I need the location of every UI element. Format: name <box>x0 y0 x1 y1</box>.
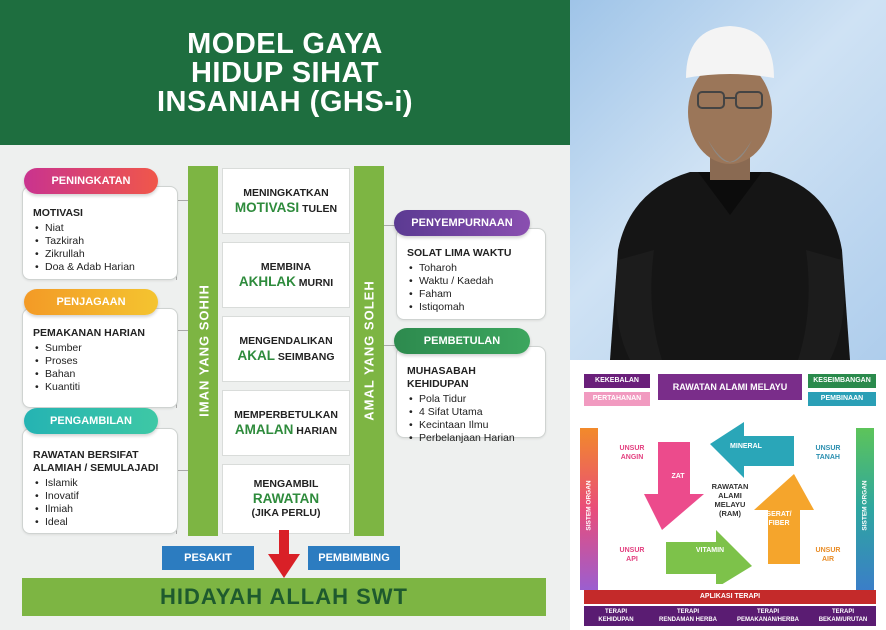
list-item: • Toharoh <box>419 262 535 275</box>
sistem-organ-label-left: SISTEM ORGAN <box>585 480 593 531</box>
mineral-label: MINERAL <box>730 443 762 450</box>
card-heading: RAWATAN BERSIFAT ALAMIAH / SEMULAJADI <box>33 449 159 474</box>
list-item: • 4 Sifat Utama <box>419 406 535 419</box>
center-box-amalan <box>222 390 350 456</box>
pill-penjagaan: PENJAGAAN <box>24 289 158 315</box>
center-box-top: MENGENDALIKAN <box>239 334 333 347</box>
ram-center-line: ALAMI <box>718 491 742 500</box>
tag-pertahanan: PERTAHANAN <box>584 392 650 406</box>
list-item: • Zikrullah <box>45 248 167 261</box>
ram-center-label <box>700 482 760 518</box>
list-item: • Sumber <box>45 342 167 355</box>
zat-label: ZAT <box>671 473 685 480</box>
card-heading: PEMAKANAN HARIAN <box>33 327 145 339</box>
poster-title-banner <box>0 0 570 145</box>
item-list <box>33 222 167 274</box>
unsur-air-label: UNSUR AIR <box>815 547 841 563</box>
center-box-motivasi <box>222 168 350 234</box>
center-box-rest: HARIAN <box>296 424 338 437</box>
hidayah-allah-bar: HIDAYAH ALLAH SWT <box>22 578 546 616</box>
pill-pembetulan: PEMBETULAN <box>394 328 530 354</box>
terapi-b: PEMAKANAN/HERBA <box>736 617 799 623</box>
bar-label-right: AMAL YANG SOLEH <box>361 280 377 421</box>
bar-label-left: IMAN YANG SOHIH <box>196 284 212 417</box>
title-line-1: MODEL GAYA <box>187 28 383 60</box>
item-list <box>407 262 535 314</box>
list-item: • Inovatif <box>45 490 167 503</box>
info-card-pengambilan <box>22 428 178 534</box>
center-box-rest: MURNI <box>298 276 334 289</box>
ram-title: RAWATAN ALAMI MELAYU <box>658 374 802 400</box>
center-box-rawatan <box>222 464 350 534</box>
item-list <box>33 342 167 394</box>
terapi-a: TERAPI <box>676 609 699 615</box>
terapi-b: KEHIDUPAN <box>598 617 634 623</box>
list-item: • Faham <box>419 288 535 301</box>
item-list <box>33 477 167 529</box>
terapi-a: TERAPI <box>756 609 779 615</box>
aplikasi-terapi-bar: APLIKASI TERAPI <box>584 590 876 604</box>
info-card-penyempurnaan <box>396 228 546 320</box>
list-item: • Bahan <box>45 368 167 381</box>
ram-center-line: MELAYU <box>714 500 746 509</box>
pesakit-label: PESAKIT <box>162 546 254 570</box>
center-box-akal <box>222 316 350 382</box>
title-line-3: INSANIAH (GHS-i) <box>156 86 414 118</box>
card-heading: SOLAT LIMA WAKTU <box>407 247 512 259</box>
terapi-item <box>812 608 874 624</box>
list-item: • Perbelanjaan Harian <box>419 432 535 445</box>
terapi-item <box>730 608 806 624</box>
list-item: • Doa & Adab Harian <box>45 261 167 274</box>
terapi-item <box>586 608 646 624</box>
serat-label: SERAT/ FIBER <box>766 511 792 527</box>
info-card-peningkatan <box>22 186 178 280</box>
pembimbing-label: PEMBIMBING <box>308 546 400 570</box>
ram-diagram <box>574 362 886 630</box>
list-item: • Kuantiti <box>45 381 167 394</box>
pill-peningkatan: PENINGKATAN <box>24 168 158 194</box>
list-item: • Kecintaan Ilmu <box>419 419 535 432</box>
terapi-a: TERAPI <box>831 609 854 615</box>
list-item: • Tazkirah <box>45 235 167 248</box>
card-heading: MOTIVASI <box>33 207 83 219</box>
unsur-tanah-label: UNSUR TANAH <box>815 445 841 461</box>
list-item: • Ilmiah <box>45 503 167 516</box>
pill-pengambilan: PENGAMBILAN <box>24 408 158 434</box>
down-arrow-icon <box>266 530 302 580</box>
terapi-b: BEKAM/URUTAN <box>818 617 868 623</box>
list-item: • Istiqomah <box>419 301 535 314</box>
center-box-keyword: MOTIVASI <box>234 199 300 215</box>
center-box-keyword: AKHLAK <box>238 273 296 289</box>
center-box-akhlak <box>222 242 350 308</box>
list-item: • Pola Tidur <box>419 393 535 406</box>
pill-penyempurnaan: PENYEMPURNAAN <box>394 210 530 236</box>
tag-kekebalan: KEKEBALAN <box>584 374 650 388</box>
info-card-penjagaan <box>22 308 178 408</box>
center-box-top: MEMBINA <box>260 260 312 273</box>
center-box-keyword: AMALAN <box>234 421 294 437</box>
center-box-rest: (JIKA PERLU) <box>251 507 321 519</box>
list-item: • Niat <box>45 222 167 235</box>
ram-center-line: (RAM) <box>718 509 742 518</box>
center-box-top: MENGAMBIL <box>253 478 319 490</box>
portrait-photo <box>570 0 886 360</box>
sistem-organ-label-right: SISTEM ORGAN <box>861 480 869 531</box>
portrait-figure <box>570 0 886 360</box>
center-box-rest: TULEN <box>302 202 338 215</box>
center-box-top: MEMPERBETULKAN <box>234 408 338 421</box>
ram-center-line: RAWATAN <box>711 482 749 491</box>
center-box-keyword: AKAL <box>237 347 275 363</box>
terapi-item <box>652 608 724 624</box>
info-card-pembetulan <box>396 346 546 444</box>
terapi-b: RENDAMAN HERBA <box>659 617 717 623</box>
item-list <box>407 393 535 445</box>
terapi-a: TERAPI <box>604 609 627 615</box>
unsur-api-label: UNSUR API <box>619 547 645 563</box>
tag-keseimbangan: KESEIMBANGAN <box>808 374 876 388</box>
unsur-angin-label: UNSUR ANGIN <box>619 445 645 461</box>
card-heading: MUHASABAH KEHIDUPAN <box>407 365 476 390</box>
title-line-2: HIDUP SIHAT <box>190 57 380 89</box>
center-box-top: MENINGKATKAN <box>243 186 329 199</box>
vitamin-label: VITAMIN <box>695 547 725 554</box>
list-item: • Waktu / Kaedah <box>419 275 535 288</box>
center-box-keyword: RAWATAN <box>252 491 320 506</box>
center-box-rest: SEIMBANG <box>277 350 335 363</box>
list-item: • Islamik <box>45 477 167 490</box>
tag-pembinaan: PEMBINAAN <box>808 392 876 406</box>
list-item: • Ideal <box>45 516 167 529</box>
list-item: • Proses <box>45 355 167 368</box>
